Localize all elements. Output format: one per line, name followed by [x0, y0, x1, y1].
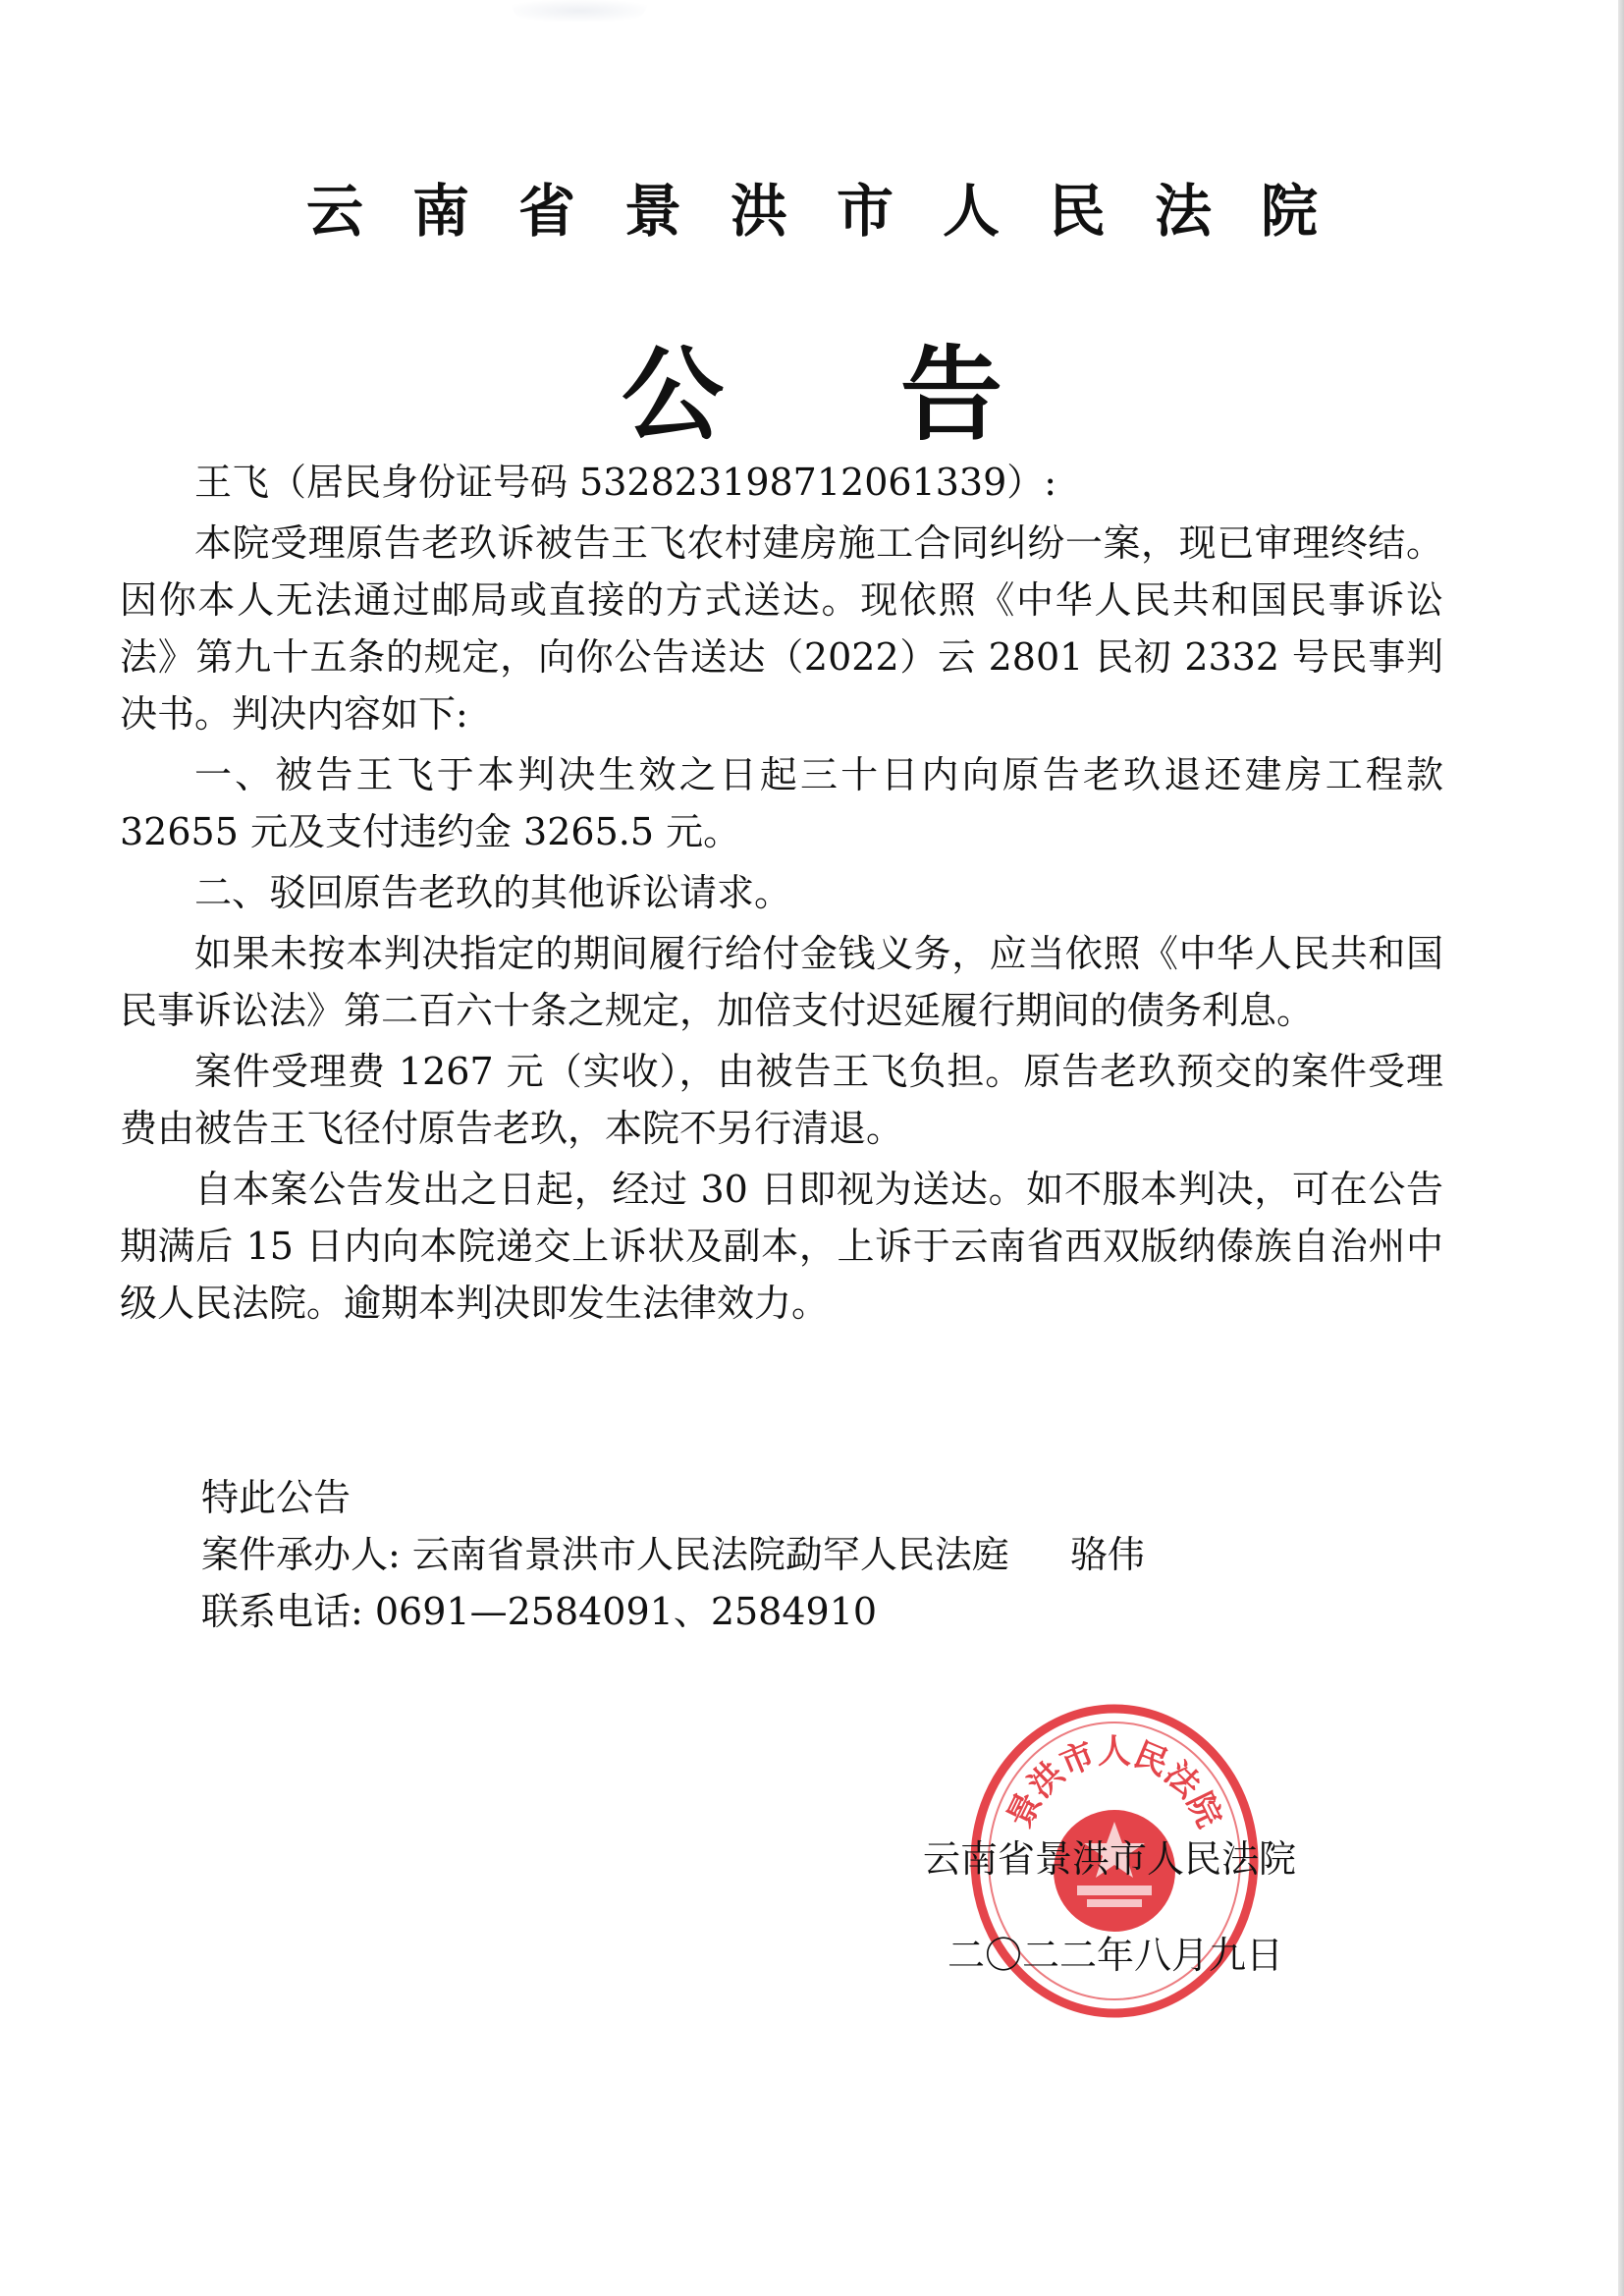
- handler-name: 骆伟: [1069, 1533, 1145, 1576]
- paragraph-interest: 如果未按本判决指定的期间履行给付金钱义务，应当依照《中华人民共和国民事诉讼法》第二百六十条之规定，加倍支付迟延履行期间的债务利息。: [120, 932, 1443, 1032]
- paragraph-judgment-1: 一、被告王飞于本判决生效之日起三十日内向原告老玖退还建房工程款 32655 元及支付违约金 3265.5 元。: [120, 753, 1443, 853]
- scan-smudge: [511, 0, 648, 22]
- paragraph-judgment-2: 二、驳回原告老玖的其他诉讼请求。: [194, 871, 792, 914]
- phone-line: 联系电话: 0691—2584091、2584910: [201, 1590, 878, 1633]
- addressee-line: 王飞（居民身份证号码 532823198712061339）:: [194, 461, 1057, 504]
- paragraph-service: 自本案公告发出之日起，经过 30 日即视为送达。如不服本判决，可在公告期满后 15 日内向本院递交上诉状及副本，上诉于云南省西双版纳傣族自治州中级人民法院。逾期本判决即发生法律效力。: [120, 1168, 1443, 1325]
- notice-body: [120, 454, 1443, 1336]
- court-name-heading: 云南省景洪市人民法院: [305, 178, 1367, 245]
- paragraph-case: 本院受理原告老玖诉被告王飞农村建房施工合同纠纷一案，现已审理终结。因你本人无法通过邮局或直接的方式送达。现依照《中华人民共和国民事诉讼法》第九十五条的规定，向你公告送达（2022）云 2801 民初 2332 号民事判决书。判决内容如下:: [120, 521, 1443, 736]
- signature-date: 二〇二二年八月九日: [947, 1934, 1284, 1977]
- handler-line: [201, 1526, 1145, 1583]
- paragraph-fee: 案件受理费 1267 元（实收），由被告王飞负担。原告老玖预交的案件受理费由被告王飞径付原告老玖，本院不另行清退。: [120, 1050, 1443, 1150]
- notice-end: 特此公告: [201, 1476, 352, 1519]
- closing-block: [201, 1469, 1145, 1640]
- notice-title: 公告: [621, 335, 1179, 455]
- handler-label: 案件承办人: 云南省景洪市人民法院勐罕人民法庭: [201, 1533, 1009, 1576]
- seal-text: 景洪市人民法院: [1000, 1732, 1229, 1834]
- signature-court: 云南省景洪市人民法院: [923, 1837, 1297, 1881]
